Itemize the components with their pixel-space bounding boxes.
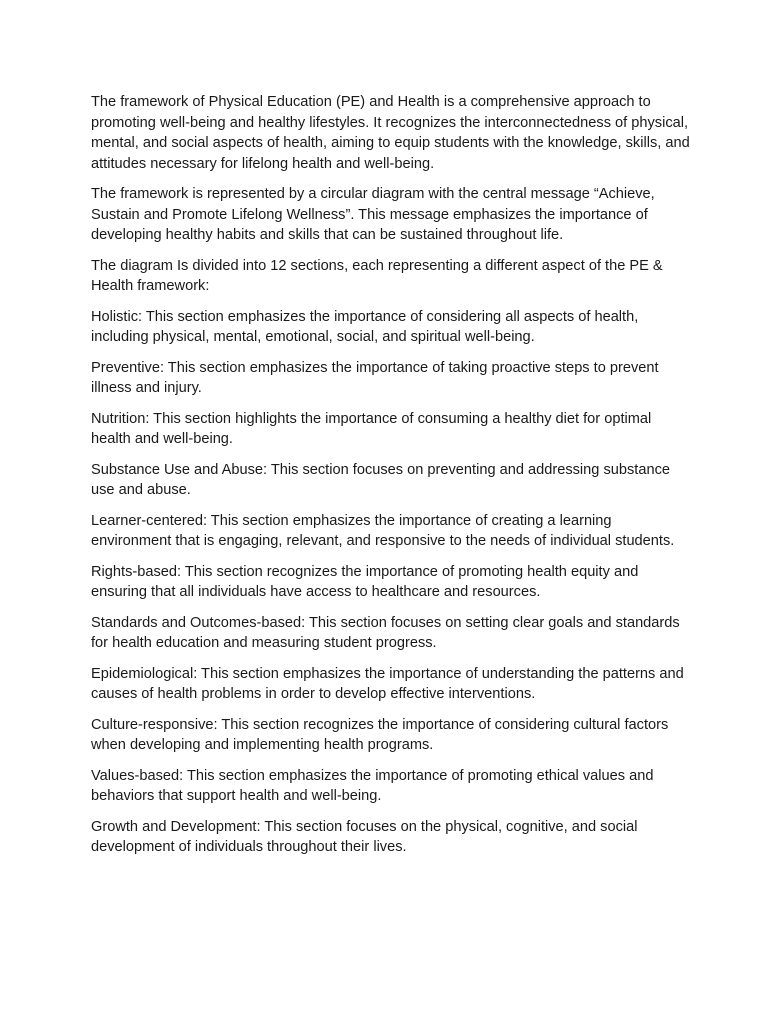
- section-learner-centered: Learner-centered: This section emphasizes the importance of creating a learning environment that is engaging, relevant, and responsive to the needs of individual students.: [91, 512, 675, 549]
- document-body: [91, 92, 691, 868]
- section-nutrition: Nutrition: This section highlights the importance of consuming a healthy diet for optimal health and well-being.: [91, 410, 652, 447]
- section-epidemiological: Epidemiological: This section emphasizes the importance of understanding the patterns and causes of health problems in order to develop effective interventions.: [91, 665, 684, 702]
- diagram-description-paragraph: The framework is represented by a circular diagram with the central message “Achieve, Sustain and Promote Lifelong Wellness”. This message emphasizes the importance of developing healthy habits and skills that can be sustained throughout life.: [91, 186, 655, 243]
- section-growth-development: Growth and Development: This section focuses on the physical, cognitive, and social development of individuals throughout their lives.: [91, 818, 638, 855]
- section-holistic: Holistic: This section emphasizes the importance of considering all aspects of health, including physical, mental, emotional, social, and spiritual well-being.: [91, 308, 639, 345]
- section-rights-based: Rights-based: This section recognizes the importance of promoting health equity and ensuring that all individuals have access to healthcare and resources.: [91, 563, 639, 600]
- section-values-based: Values-based: This section emphasizes the importance of promoting ethical values and behaviors that support health and well-being.: [91, 767, 654, 804]
- section-culture-responsive: Culture-responsive: This section recognizes the importance of considering cultural factors when developing and implementing health programs.: [91, 716, 669, 753]
- section-standards-outcomes: Standards and Outcomes-based: This section focuses on setting clear goals and standards for health education and measuring student progress.: [91, 614, 680, 651]
- intro-paragraph: The framework of Physical Education (PE) and Health is a comprehensive approach to promoting well-being and healthy lifestyles. It recognizes the interconnectedness of physical, mental, and social aspects of health, aiming to equip students with the knowledge, skills, and attitudes necessary for lifelong health and well-being.: [91, 94, 690, 172]
- section-preventive: Preventive: This section emphasizes the importance of taking proactive steps to prevent illness and injury.: [91, 359, 659, 396]
- sections-intro-paragraph: The diagram Is divided into 12 sections, each representing a different aspect of the PE & Health framework:: [91, 257, 663, 294]
- section-substance-use: Substance Use and Abuse: This section focuses on preventing and addressing substance use and abuse.: [91, 461, 670, 498]
